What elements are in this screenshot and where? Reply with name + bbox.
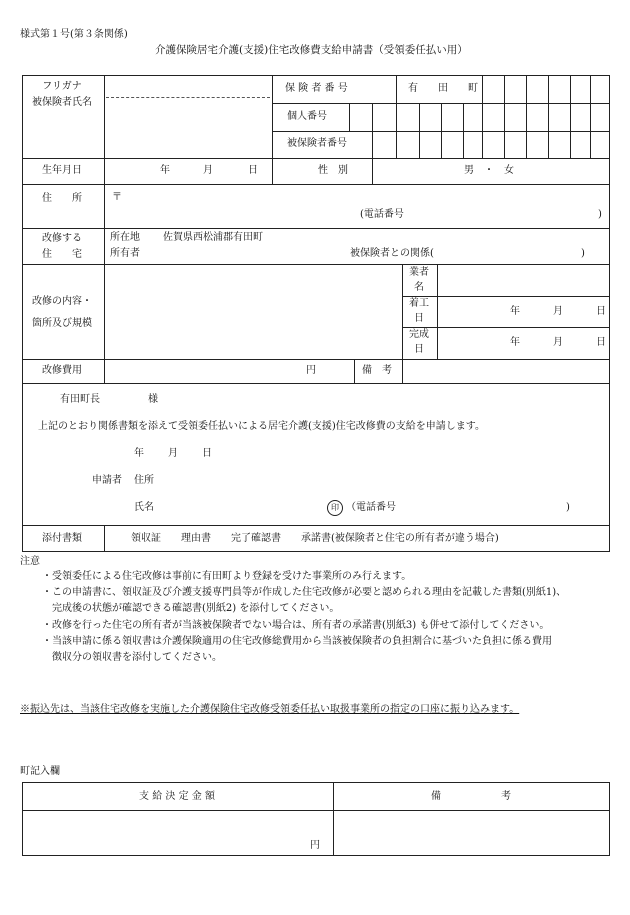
town-remarks-header: 備 考 (431, 791, 511, 802)
remarks-field[interactable] (404, 361, 608, 381)
insured-name-label: 被保険者氏名 (32, 97, 92, 108)
birth-month-unit: 月 (203, 165, 213, 176)
note-line: ・当該申請に係る領収書は介護保険適用の住宅改修総費用から当該被保険者の負担割合に基づいた負担に係る費用 (42, 636, 552, 647)
insured-name-field[interactable] (106, 100, 270, 156)
house-label-line1: 改修する (42, 233, 82, 244)
owner-field[interactable] (150, 246, 340, 262)
amount-header: 支 給 決 定 金 額 (139, 791, 215, 802)
relation-close: ) (581, 248, 585, 259)
end-day-unit: 日 (596, 337, 606, 348)
start-year-unit: 年 (510, 306, 520, 317)
transfer-note: ※振込先は、当該住宅改修を実施した介護保険住宅改修受領委任払い取扱事業所の指定の口座に振り込みます。 (20, 704, 520, 715)
individual-number-field[interactable] (350, 104, 609, 130)
furigana-label: フリガナ (42, 81, 82, 92)
notes-heading: 注意 (20, 556, 40, 567)
address-field[interactable] (125, 188, 605, 206)
application-day-unit: 日 (202, 448, 212, 459)
address-label: 住 所 (42, 193, 82, 204)
application-month-unit: 月 (168, 448, 178, 459)
house-label-line2: 住 宅 (42, 249, 82, 260)
applicant-address-label: 住所 (134, 475, 154, 486)
end-label-line1: 完成 (409, 329, 429, 340)
contractor-label-line1: 業者 (409, 267, 429, 278)
town-remarks-field[interactable] (335, 812, 608, 854)
application-year-unit: 年 (134, 448, 144, 459)
note-line: ・この申請書に、領収証及び介護支援専門員等が作成した住宅改修が必要と認められる理由を記載した書類(別紙1)、 (42, 587, 567, 598)
applicant-phone-close: ) (566, 502, 570, 513)
cost-label: 改修費用 (42, 365, 82, 376)
cost-field[interactable] (106, 361, 296, 381)
birth-day-unit: 日 (248, 165, 258, 176)
sex-label: 性 別 (318, 165, 348, 176)
end-year-unit: 年 (510, 337, 520, 348)
postal-mark: 〒 (112, 192, 122, 203)
contractor-field[interactable] (439, 266, 608, 294)
start-day-unit: 日 (596, 306, 606, 317)
relation-label: 被保険者との関係( (350, 248, 434, 259)
seal-mark: 印 (327, 500, 343, 516)
note-line: ・受領委任による住宅改修は事前に有田町より登録を受けた事業所のみ行えます。 (42, 571, 412, 582)
addressee: 有田町長 (60, 394, 100, 405)
start-label-line2: 日 (414, 313, 424, 324)
applicant-name-label: 氏名 (134, 502, 154, 513)
application-statement: 上記のとおり関係書類を添えて受領委任払いによる居宅介護(支援)住宅改修費の支給を申請します。 (38, 421, 486, 432)
amount-unit: 円 (310, 840, 320, 851)
insured-number-label: 被保険者番号 (287, 138, 347, 149)
insured-number-field[interactable] (373, 132, 609, 157)
individual-number-label: 個人番号 (287, 111, 327, 122)
honorific: 様 (148, 394, 158, 405)
birth-year-unit: 年 (160, 165, 170, 176)
contractor-label-line2: 名 (414, 282, 424, 293)
renovation-content-label-line2: 箇所及び規模 (32, 318, 92, 329)
amount-field[interactable] (24, 812, 304, 854)
sex-options[interactable]: 男 ・ 女 (464, 165, 514, 176)
location-value: 佐賀県西松浦郡有田町 (163, 232, 263, 243)
applicant-name-field[interactable] (160, 498, 310, 516)
owner-label: 所有者 (110, 248, 140, 259)
address-phone-label: (電話番号 (360, 209, 404, 220)
applicant-phone-label: （電話番号 (346, 502, 396, 513)
renovation-content-field[interactable] (106, 266, 400, 357)
renovation-content-label-line1: 改修の内容・ (32, 296, 92, 307)
town-section-label: 町記入欄 (20, 766, 60, 777)
attachments-label: 添付書類 (42, 533, 82, 544)
cost-unit: 円 (306, 365, 316, 376)
attachments-items: 領収証 理由書 完了確認書 承諾書(被保険者と住宅の所有者が違う場合) (131, 533, 499, 544)
furigana-field[interactable] (106, 77, 270, 96)
form-title: 介護保険居宅介護(支援)住宅改修費支給申請書（受領委任払い用） (155, 44, 468, 56)
location-label: 所在地 (110, 232, 140, 243)
start-label-line1: 着工 (409, 298, 429, 309)
birthdate-label: 生年月日 (42, 165, 82, 176)
relation-field[interactable] (445, 246, 575, 262)
end-month-unit: 月 (553, 337, 563, 348)
applicant-label: 申請者 (92, 475, 122, 486)
note-line: 徴収分の領収書を添付してください。 (42, 652, 222, 663)
applicant-address-field[interactable] (160, 471, 600, 489)
remarks-label: 備 考 (362, 365, 392, 376)
insurer-number-value: 有 田 町 (408, 83, 478, 94)
form-number: 様式第１号(第３条関係) (20, 29, 128, 40)
note-line: ・改修を行った住宅の所有者が当該被保険者でない場合は、所有者の承諾書(別紙3) も併せて添付してください。 (42, 620, 550, 631)
insurer-number-label: 保 険 者 番 号 (285, 83, 348, 94)
end-label-line2: 日 (414, 344, 424, 355)
start-month-unit: 月 (553, 306, 563, 317)
note-line: 完成後の状態が確認できる確認書(別紙2) を添付してください。 (42, 603, 340, 614)
address-phone-close: ) (598, 209, 602, 220)
